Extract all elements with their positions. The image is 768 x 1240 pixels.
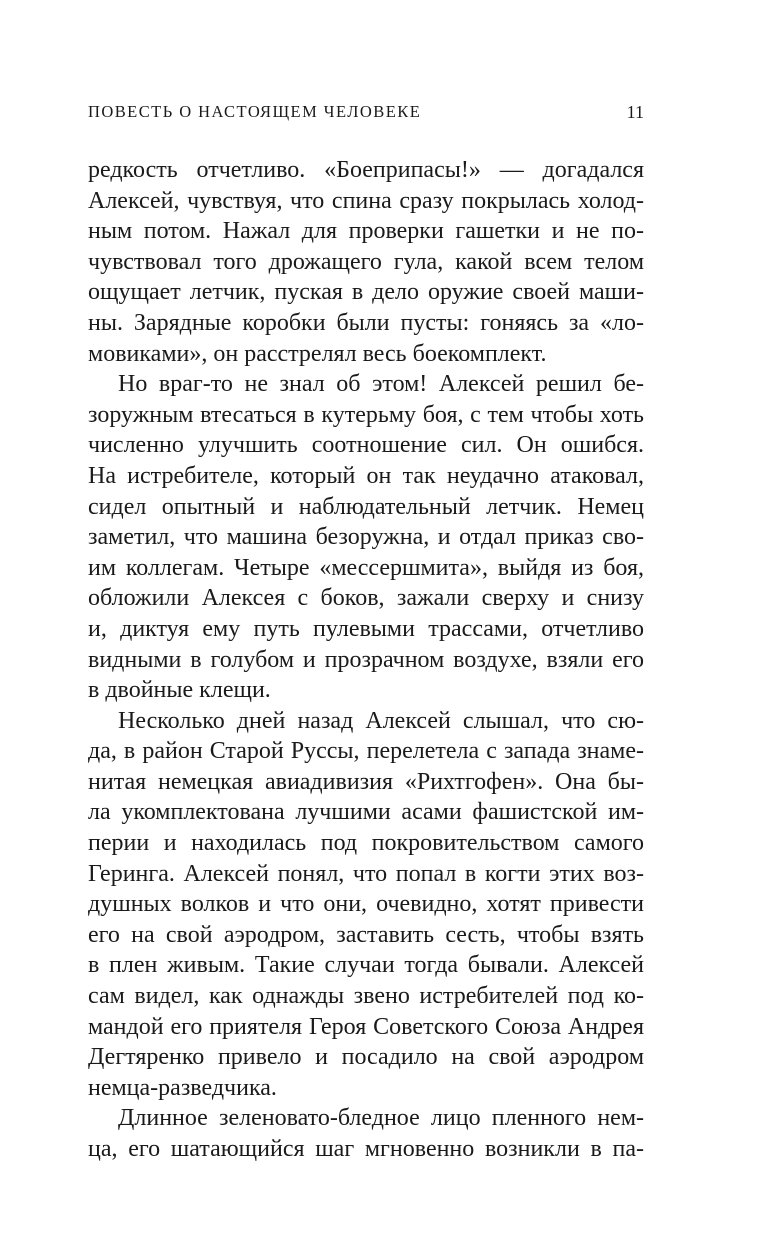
paragraph-first-line: Длинное зеленовато-бледное лицо пленного нем- [118, 1105, 644, 1132]
text-line: его на свой аэродром, заставить сесть, чтобы взять [88, 921, 644, 948]
text-line: ны. Зарядные коробки были пусты: гоняясь за «ло- [88, 309, 644, 336]
text-line: мандой его приятеля Героя Советского Союза Андрея [88, 1013, 644, 1040]
text-line: ца, его шатающийся шаг мгновенно возникли в па- [88, 1136, 644, 1162]
page-number: 11 [626, 102, 644, 122]
text-line: зоружным втесаться в кутерьму боя, с тем чтобы хоть [88, 401, 644, 428]
text-line: перии и находилась под покровительством самого [88, 830, 644, 857]
text-line: да, в район Старой Руссы, перелетела с запада знаме- [88, 738, 644, 765]
text-line: в двойные клещи. [88, 677, 271, 704]
text-line: Дегтяренко привело и посадило на свой аэродром [88, 1044, 644, 1071]
text-line: чувствовал того дрожащего гула, какой всем телом [88, 248, 644, 275]
text-line: редкость отчетливо. «Боеприпасы!» — догадался [88, 157, 644, 183]
text-line: Алексей, чувствуя, что спина сразу покрылась холод- [88, 187, 644, 214]
running-head [88, 100, 644, 124]
text-line: ла укомплектована лучшими асами фашистской им- [88, 799, 644, 826]
text-line: обложили Алексея с боков, зажали сверху и снизу [88, 585, 644, 612]
text-line: сидел опытный и наблюдательный летчик. Немец [88, 493, 644, 520]
book-title: ПОВЕСТЬ О НАСТОЯЩЕМ ЧЕЛОВЕКЕ [88, 102, 422, 121]
text-line: видными в голубом и прозрачном воздухе, взяли его [88, 646, 644, 673]
text-line: нитая немецкая авиадивизия «Рихтгофен». Она бы- [88, 768, 644, 795]
body-text [88, 155, 644, 1165]
text-line: мовиками», он расстрелял весь боекомплект. [88, 340, 547, 367]
text-line: душных волков и что они, очевидно, хотят привести [88, 891, 644, 918]
text-line: и, диктуя ему путь пулевыми трассами, отчетливо [88, 615, 644, 642]
text-line: немца-разведчика. [88, 1074, 277, 1101]
text-line: им коллегам. Четыре «мессершмита», выйдя из боя, [88, 554, 644, 581]
text-line: заметил, что машина безоружна, и отдал приказ сво- [88, 524, 644, 551]
text-line: ощущает летчик, пуская в дело оружие своей маши- [88, 279, 644, 306]
text-line: сам видел, как однажды звено истребителей под ко- [88, 983, 644, 1010]
text-line: численно улучшить соотношение сил. Он ошибся. [88, 432, 644, 459]
text-line: Геринга. Алексей понял, что попал в когти этих воз- [88, 860, 644, 887]
paragraph-first-line: Несколько дней назад Алексей слышал, что сю- [118, 707, 644, 734]
text-line: ным потом. Нажал для проверки гашетки и не по- [88, 218, 644, 245]
text-line: На истребителе, который он так неудачно атаковал, [88, 462, 644, 489]
text-line: в плен живым. Такие случаи тогда бывали. Алексей [88, 952, 644, 979]
paragraph-first-line: Но враг-то не знал об этом! Алексей решил бе- [118, 371, 644, 398]
